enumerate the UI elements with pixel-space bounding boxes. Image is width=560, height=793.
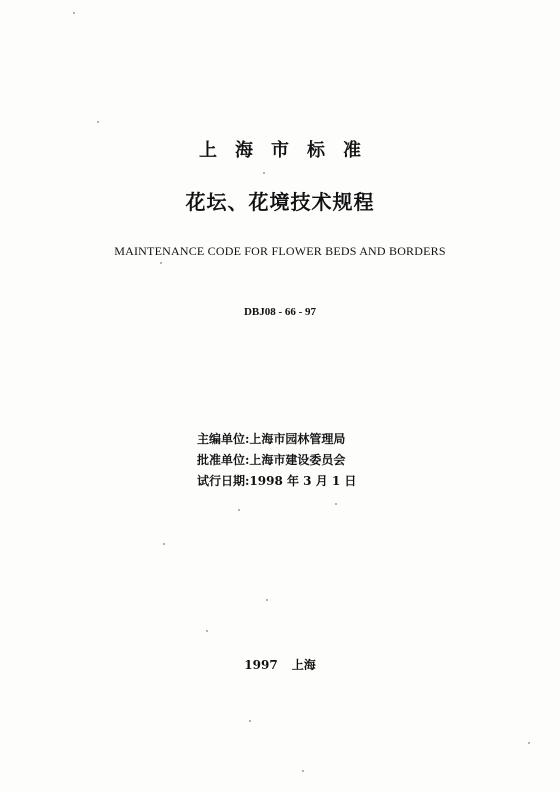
editor-unit: 主编单位:上海市园林管理局 xyxy=(197,432,346,446)
scan-speck xyxy=(163,543,165,545)
scan-speck xyxy=(73,12,75,14)
english-title: MAINTENANCE CODE FOR FLOWER BEDS AND BORDERS xyxy=(114,244,446,258)
standard-code-number: DBJ08 - 66 - 97 xyxy=(243,306,317,318)
scan-speck xyxy=(160,262,162,264)
publication-footer xyxy=(0,656,560,673)
scan-speck xyxy=(206,630,208,632)
scan-speck xyxy=(335,503,337,505)
scan-speck xyxy=(302,770,304,772)
scan-speck xyxy=(97,121,99,123)
scan-speck xyxy=(249,720,251,722)
publication-city: 上海 xyxy=(291,658,316,672)
scan-speck xyxy=(238,509,240,511)
trial-date: 试行日期:1998 年 3 月 1 日 xyxy=(197,474,357,488)
scan-speck xyxy=(263,172,265,174)
publication-info xyxy=(197,429,356,492)
publication-year: 1997 xyxy=(244,658,278,672)
scan-speck xyxy=(266,599,268,601)
standard-header: 上海市标准 xyxy=(199,140,379,161)
scan-speck xyxy=(528,742,530,744)
document-title: 花坛、花境技术规程 xyxy=(185,190,375,214)
approver-unit: 批准单位:上海市建设委员会 xyxy=(197,453,346,467)
